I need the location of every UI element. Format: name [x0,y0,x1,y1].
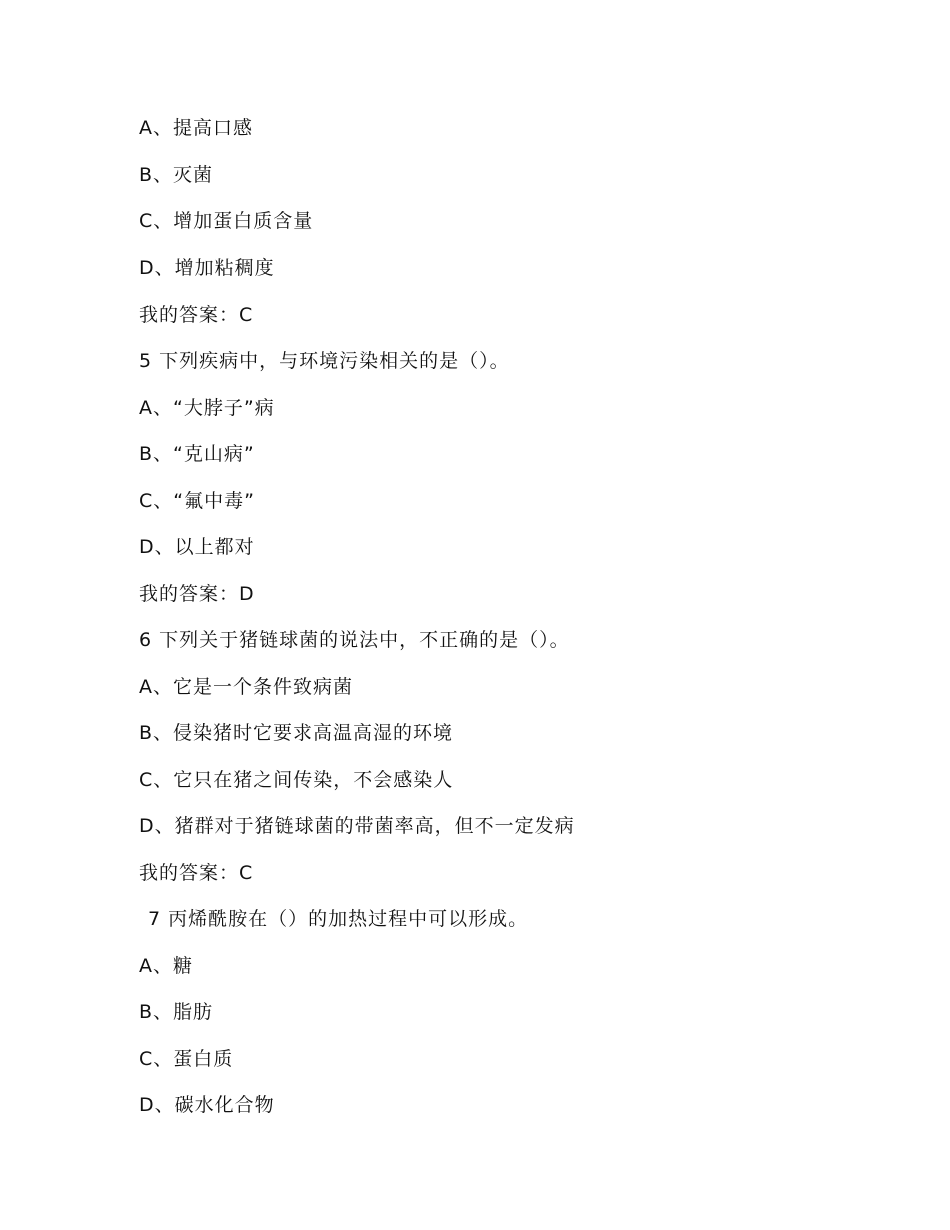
option-b: B、脂肪 [139,1001,214,1023]
option-b: B、“克山病” [139,443,255,465]
option-a: A、“大脖子”病 [139,397,275,419]
question-7: 7 丙烯酰胺在（）的加热过程中可以形成。 [148,908,529,930]
my-answer: 我的答案：D [139,583,255,605]
question-6: 6 下列关于猪链球菌的说法中，不正确的是（）。 [139,629,570,651]
option-c: C、它只在猪之间传染，不会感染人 [139,769,454,791]
option-b: B、灭菌 [139,164,214,186]
question-5: 5 下列疾病中，与环境污染相关的是（）。 [139,350,510,372]
option-c: C、蛋白质 [139,1048,234,1070]
option-d: D、猪群对于猪链球菌的带菌率高，但不一定发病 [139,815,575,837]
option-d: D、碳水化合物 [139,1094,275,1116]
option-c: C、增加蛋白质含量 [139,210,314,232]
option-a: A、提高口感 [139,117,253,139]
option-d: D、以上都对 [139,536,255,558]
option-c: C、“氟中毒” [139,490,255,512]
option-b: B、侵染猪时它要求高温高湿的环境 [139,722,454,744]
option-d: D、增加粘稠度 [139,257,275,279]
my-answer: 我的答案：C [139,304,254,326]
option-a: A、糖 [139,955,193,977]
option-a: A、它是一个条件致病菌 [139,676,353,698]
my-answer: 我的答案：C [139,862,254,884]
